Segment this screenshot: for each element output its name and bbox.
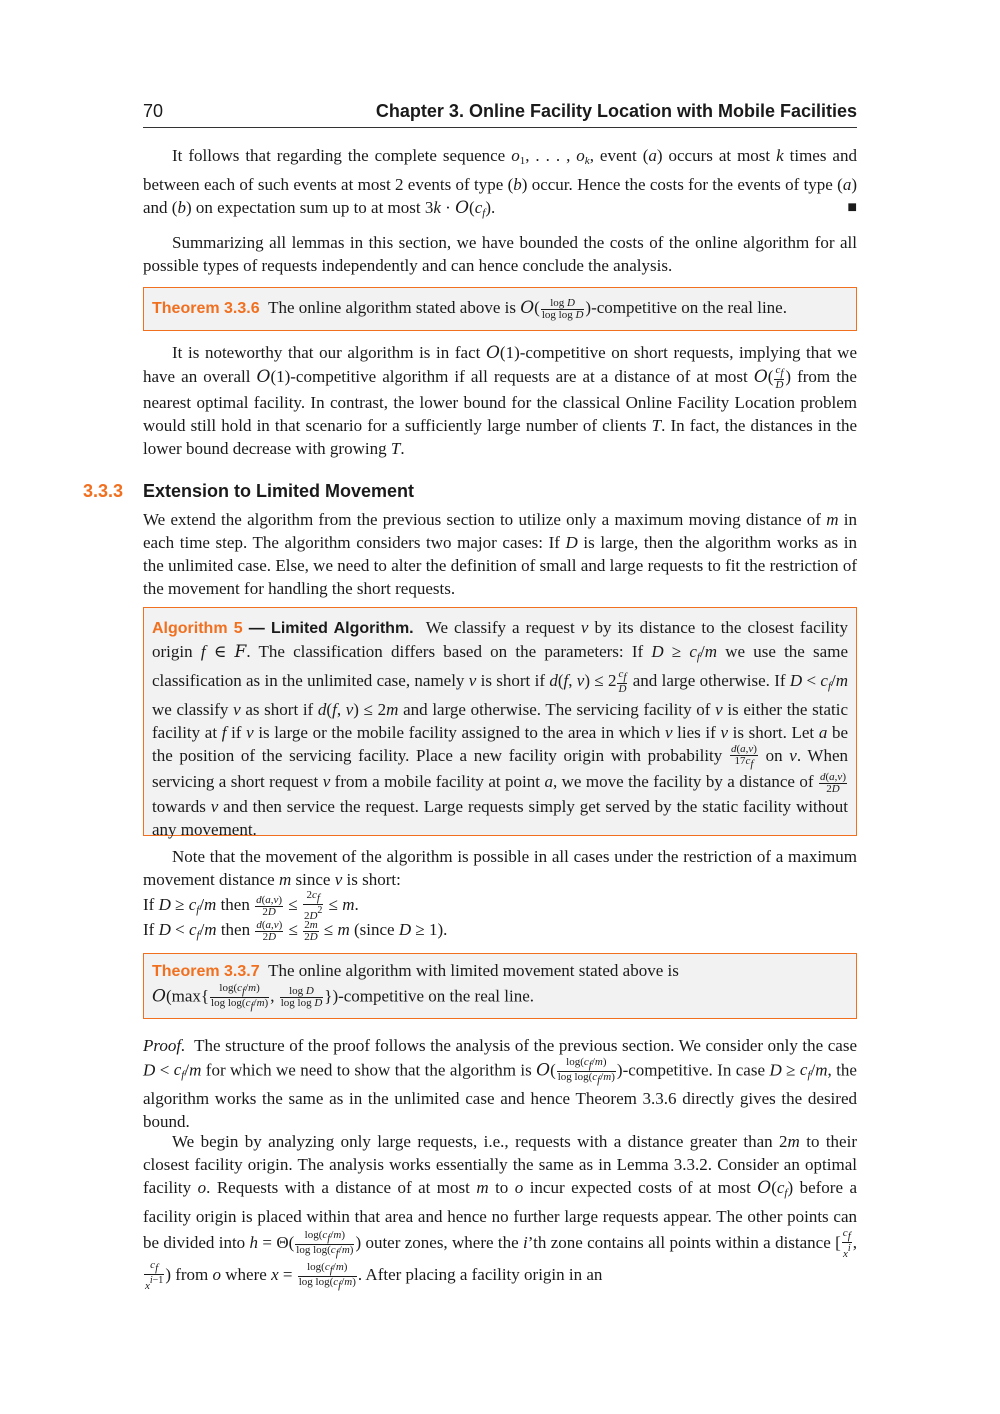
algorithm-label: Algorithm 5 xyxy=(152,620,243,637)
section-title: Extension to Limited Movement xyxy=(143,481,415,501)
theorem-3-3-6-box: Theorem 3.3.6 The online algorithm stated above is O( $\frac{\text{log D}}{\text{log log D}}$ )-competitive on the real line. xyxy=(143,287,857,331)
theorem-label: Theorem 3.3.7 xyxy=(152,963,260,980)
equation-line: If $D \ge c_f/m$ then $\frac{d(a,v)}{2D}$ ≤ $\frac{2cf}{2D2}$ ≤ m. xyxy=(143,889,359,922)
paragraph: Summarizing all lemmas in this section, we have bounded the costs of the online algorithm for all possible types of requests independently and can hence conclude the analysis. xyxy=(143,233,857,275)
equation-line: If $D < c_f/m$ then $\frac{d(a,v)}{2D}$ ≤ $\frac{2m}{2D}$ ≤ m (since D ≥ 1). xyxy=(143,918,448,943)
paragraph: It is noteworthy that our algorithm is in fact O(1)-competitive on short requests, implying that we have an overall O(1)-competitive algorithm if all requests are at a distance of at most O( $\frac{cf}{D}$ ) from the nearest optimal facility. In contrast, the lower bound for the classical Online Facility Location problem would still hold in that scenario for a sufficiently large number of clients T. In fact, the distances in the lower bound decrease with growing T. xyxy=(143,343,858,459)
algorithm-5-box: Algorithm 5 — Limited Algorithm. We classify a request v by its distance to the closest facility origin f ∈ F. The classification differs based on the parameters: If $D \ge c_f/m$ we use the same classification as in the unlimited case, namely v is short if d(f, v) ≤ 2 $\frac{cf}{D}$ and large otherwise. If $D < c_f/m$ we classify v as short if d(f, v) ≤ 2m and large otherwise. The servicing facility of v is either the static facility at f if v is large or the mobile facility assigned to the area in which v lies if v is short. Let a be the position of the servicing facility. Place a new facility origin with probability $\frac{d(a,v)}{17cf}$ on v. When servicing a short request v from a mobile facility at point a, we move the facility by a distance of $\frac{d(a,v)}{2D}$ towards v and then service the request. Large requests simply get served by the static facility without any movement. xyxy=(143,607,857,836)
paragraph: We begin by analyzing only large requests, i.e., requests with a distance greater than 2m to their closest facility origin. The analysis works essentially the same as in Lemma 3.3.2. Consider an optimal facility o. Requests with a distance of at most m to o incur expected costs of at most $O(c_f)$ before a facility origin is placed within that area and hence no further large requests appear. The other points can be divided into h = Θ( $\frac{\log(cf/m)}{\text{log log(cf/m)}}$ ) outer zones, where the i’th zone contains all points within a distance [ $\frac{cf}{xi}$ , $\frac{cf}{xi-1}$ ) from o where x = $\frac{\log(cf/m)}{\text{log log(cf/m)}}$ . After placing a facility origin in an xyxy=(143,1132,857,1292)
theorem-label: Theorem 3.3.6 xyxy=(152,300,260,317)
page-number: 70 xyxy=(143,101,164,121)
paragraph: We extend the algorithm from the previous section to utilize only a maximum moving distance of m in each time step. The algorithm considers two major cases: If D is large, then the algorithm works as in the unlimited case. Else, we need to alter the definition of small and large requests to fit the restriction of the movement for handling the short requests. xyxy=(143,510,857,598)
proof-label: Proof. xyxy=(143,1036,186,1055)
theorem-3-3-7-box: Theorem 3.3.7 The online algorithm with limited movement stated above is O(max{ $\frac{\log(cf/m)}{\text{log log(cf/m)}}$ , $\frac{\text{log D}}{\text{log log D}}$ })-competitive on the real line. xyxy=(143,953,857,1019)
section-number: 3.3.3 xyxy=(83,481,124,501)
chapter-title: Chapter 3. Online Facility Location with Mobile Facilities xyxy=(375,101,857,121)
paragraph: Note that the movement of the algorithm is possible in all cases under the restriction of a maximum movement distance m since v is short: xyxy=(143,847,857,889)
page-header xyxy=(143,100,857,128)
paragraph: It follows that regarding the complete sequence $o_1$, . . . , $o_k$, event (a) occurs at most k times and between each of such events at most 2 events of type (b) occur. Hence the costs for the events of type (a) and (b) on expectation sum up to at most $3k \cdot O(c_f)$. ■ xyxy=(143,146,857,219)
paragraph: Proof. The structure of the proof follows the analysis of the previous section. We consider only the case $D < c_f/m$ for which we need to show that the algorithm is O( $\frac{\log(cf/m)}{\text{log log(cf/m)}}$ )-competitive. In case $D \ge c_f/m$, the algorithm works the same as in the unlimited case and hence Theorem 3.3.6 directly gives the desired bound. xyxy=(143,1036,857,1132)
qed-symbol: ■ xyxy=(847,199,857,216)
algorithm-title: — Limited Algorithm. xyxy=(248,620,414,637)
